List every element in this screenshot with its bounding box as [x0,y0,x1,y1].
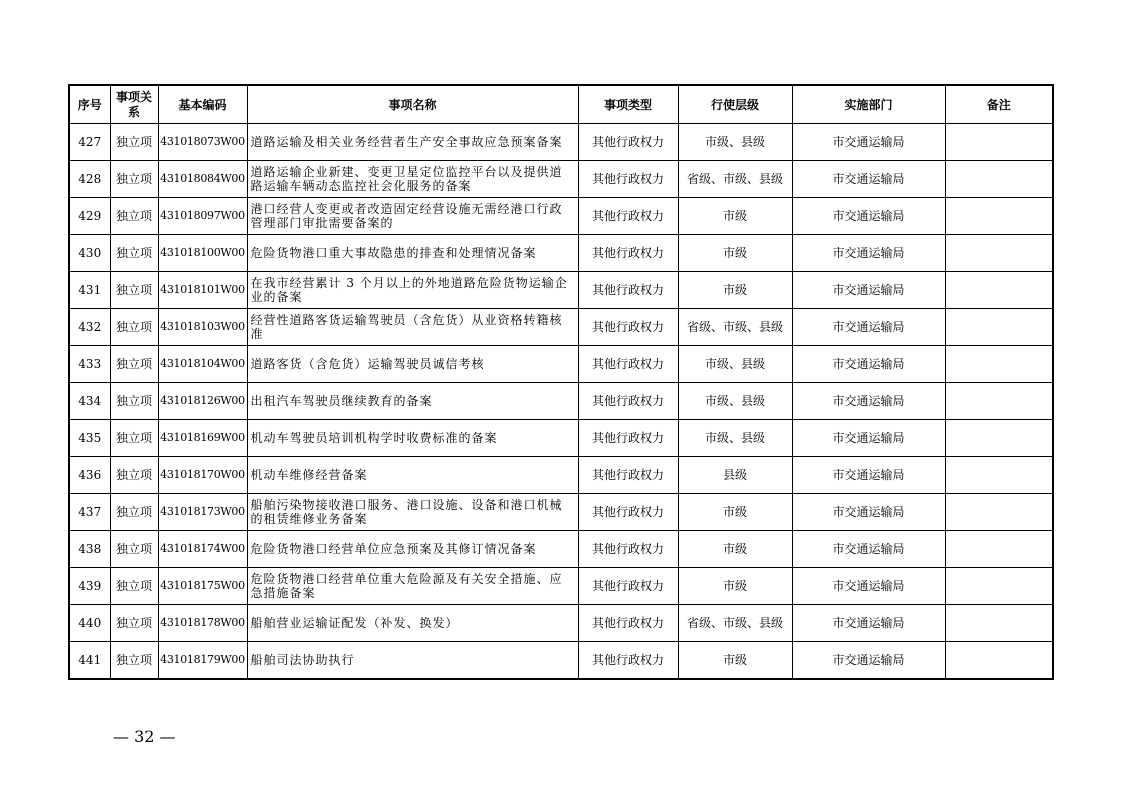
cell-remark [945,420,1053,457]
header-seq: 序号 [69,85,110,124]
cell-code: 431018100W00 [158,235,247,272]
cell-item-name: 经营性道路客货运输驾驶员（含危货）从业资格转籍核准 [247,309,578,346]
cell-code: 431018173W00 [158,494,247,531]
cell-type: 其他行政权力 [578,346,678,383]
cell-level: 市级 [678,198,792,235]
cell-dept: 市交通运输局 [792,642,945,680]
cell-type: 其他行政权力 [578,605,678,642]
cell-seq: 437 [69,494,110,531]
cell-code: 431018179W00 [158,642,247,680]
cell-code: 431018101W00 [158,272,247,309]
cell-type: 其他行政权力 [578,420,678,457]
header-level: 行使层级 [678,85,792,124]
cell-seq: 430 [69,235,110,272]
cell-seq: 429 [69,198,110,235]
cell-remark [945,457,1053,494]
cell-code: 431018170W00 [158,457,247,494]
cell-seq: 438 [69,531,110,568]
items-table [68,84,1054,680]
cell-dept: 市交通运输局 [792,494,945,531]
cell-remark [945,605,1053,642]
cell-item-name: 危险货物港口经营单位应急预案及其修订情况备案 [247,531,578,568]
cell-level: 市级 [678,642,792,680]
cell-code: 431018126W00 [158,383,247,420]
cell-item-name: 道路客货（含危货）运输驾驶员诚信考核 [247,346,578,383]
cell-type: 其他行政权力 [578,457,678,494]
cell-type: 其他行政权力 [578,531,678,568]
cell-item-name: 港口经营人变更或者改造固定经营设施无需经港口行政管理部门审批需要备案的 [247,198,578,235]
cell-seq: 439 [69,568,110,605]
cell-item-name: 机动车驾驶员培训机构学时收费标准的备案 [247,420,578,457]
cell-item-name: 道路运输企业新建、变更卫星定位监控平台以及提供道路运输车辆动态监控社会化服务的备案 [247,161,578,198]
cell-level: 省级、市级、县级 [678,605,792,642]
cell-relation: 独立项 [110,531,158,568]
table-row [69,124,1053,161]
cell-code: 431018073W00 [158,124,247,161]
cell-item-name: 在我市经营累计 3 个月以上的外地道路危险货物运输企业的备案 [247,272,578,309]
header-name: 事项名称 [247,85,578,124]
cell-item-name: 道路运输及相关业务经营者生产安全事故应急预案备案 [247,124,578,161]
cell-level: 县级 [678,457,792,494]
table-row [69,605,1053,642]
cell-relation: 独立项 [110,198,158,235]
cell-item-name: 危险货物港口重大事故隐患的排查和处理情况备案 [247,235,578,272]
header-remark: 备注 [945,85,1053,124]
cell-relation: 独立项 [110,124,158,161]
cell-seq: 431 [69,272,110,309]
table-row [69,346,1053,383]
cell-dept: 市交通运输局 [792,346,945,383]
cell-dept: 市交通运输局 [792,568,945,605]
cell-level: 市级、县级 [678,124,792,161]
cell-type: 其他行政权力 [578,235,678,272]
cell-relation: 独立项 [110,161,158,198]
header-code: 基本编码 [158,85,247,124]
cell-dept: 市交通运输局 [792,235,945,272]
cell-level: 市级 [678,235,792,272]
cell-code: 431018084W00 [158,161,247,198]
cell-remark [945,198,1053,235]
cell-remark [945,346,1053,383]
cell-dept: 市交通运输局 [792,198,945,235]
cell-item-name: 危险货物港口经营单位重大危险源及有关安全措施、应急措施备案 [247,568,578,605]
cell-remark [945,568,1053,605]
cell-type: 其他行政权力 [578,383,678,420]
cell-code: 431018174W00 [158,531,247,568]
cell-type: 其他行政权力 [578,272,678,309]
cell-seq: 435 [69,420,110,457]
header-dept: 实施部门 [792,85,945,124]
cell-level: 市级 [678,531,792,568]
cell-type: 其他行政权力 [578,642,678,680]
cell-remark [945,124,1053,161]
cell-remark [945,383,1053,420]
cell-seq: 434 [69,383,110,420]
header-relation: 事项关系 [110,85,158,124]
cell-level: 省级、市级、县级 [678,309,792,346]
cell-code: 431018103W00 [158,309,247,346]
cell-type: 其他行政权力 [578,568,678,605]
cell-level: 市级、县级 [678,420,792,457]
table-body [69,124,1053,680]
table-row [69,161,1053,198]
cell-remark [945,235,1053,272]
cell-code: 431018104W00 [158,346,247,383]
cell-remark [945,309,1053,346]
table-row [69,309,1053,346]
table-row [69,420,1053,457]
cell-type: 其他行政权力 [578,494,678,531]
cell-relation: 独立项 [110,420,158,457]
cell-item-name: 船舶污染物接收港口服务、港口设施、设备和港口机械的租赁维修业务备案 [247,494,578,531]
table-row [69,568,1053,605]
cell-relation: 独立项 [110,642,158,680]
cell-type: 其他行政权力 [578,161,678,198]
table-row [69,198,1053,235]
table-row [69,383,1053,420]
cell-relation: 独立项 [110,383,158,420]
cell-seq: 432 [69,309,110,346]
cell-relation: 独立项 [110,272,158,309]
cell-relation: 独立项 [110,309,158,346]
table-row [69,457,1053,494]
cell-relation: 独立项 [110,457,158,494]
cell-seq: 441 [69,642,110,680]
cell-code: 431018178W00 [158,605,247,642]
header-type: 事项类型 [578,85,678,124]
cell-dept: 市交通运输局 [792,272,945,309]
cell-dept: 市交通运输局 [792,124,945,161]
cell-level: 市级 [678,494,792,531]
cell-dept: 市交通运输局 [792,531,945,568]
table-row [69,531,1053,568]
cell-seq: 433 [69,346,110,383]
table-row [69,642,1053,680]
cell-level: 市级 [678,568,792,605]
cell-dept: 市交通运输局 [792,457,945,494]
cell-code: 431018169W00 [158,420,247,457]
cell-remark [945,642,1053,680]
cell-code: 431018097W00 [158,198,247,235]
cell-level: 市级、县级 [678,346,792,383]
table-row [69,235,1053,272]
cell-code: 431018175W00 [158,568,247,605]
cell-remark [945,272,1053,309]
cell-relation: 独立项 [110,235,158,272]
cell-type: 其他行政权力 [578,198,678,235]
cell-dept: 市交通运输局 [792,309,945,346]
cell-dept: 市交通运输局 [792,161,945,198]
cell-remark [945,161,1053,198]
cell-item-name: 船舶司法协助执行 [247,642,578,680]
cell-dept: 市交通运输局 [792,605,945,642]
cell-seq: 436 [69,457,110,494]
cell-type: 其他行政权力 [578,124,678,161]
table-row [69,494,1053,531]
table-row [69,272,1053,309]
cell-dept: 市交通运输局 [792,383,945,420]
cell-remark [945,531,1053,568]
cell-relation: 独立项 [110,494,158,531]
cell-relation: 独立项 [110,605,158,642]
cell-seq: 428 [69,161,110,198]
cell-item-name: 机动车维修经营备案 [247,457,578,494]
cell-relation: 独立项 [110,346,158,383]
cell-dept: 市交通运输局 [792,420,945,457]
cell-level: 省级、市级、县级 [678,161,792,198]
cell-type: 其他行政权力 [578,309,678,346]
cell-item-name: 船舶营业运输证配发（补发、换发） [247,605,578,642]
cell-level: 市级、县级 [678,383,792,420]
cell-seq: 427 [69,124,110,161]
cell-item-name: 出租汽车驾驶员继续教育的备案 [247,383,578,420]
cell-seq: 440 [69,605,110,642]
cell-level: 市级 [678,272,792,309]
cell-remark [945,494,1053,531]
cell-relation: 独立项 [110,568,158,605]
table-header-row [69,85,1053,124]
page-number: — 32 — [113,727,176,746]
